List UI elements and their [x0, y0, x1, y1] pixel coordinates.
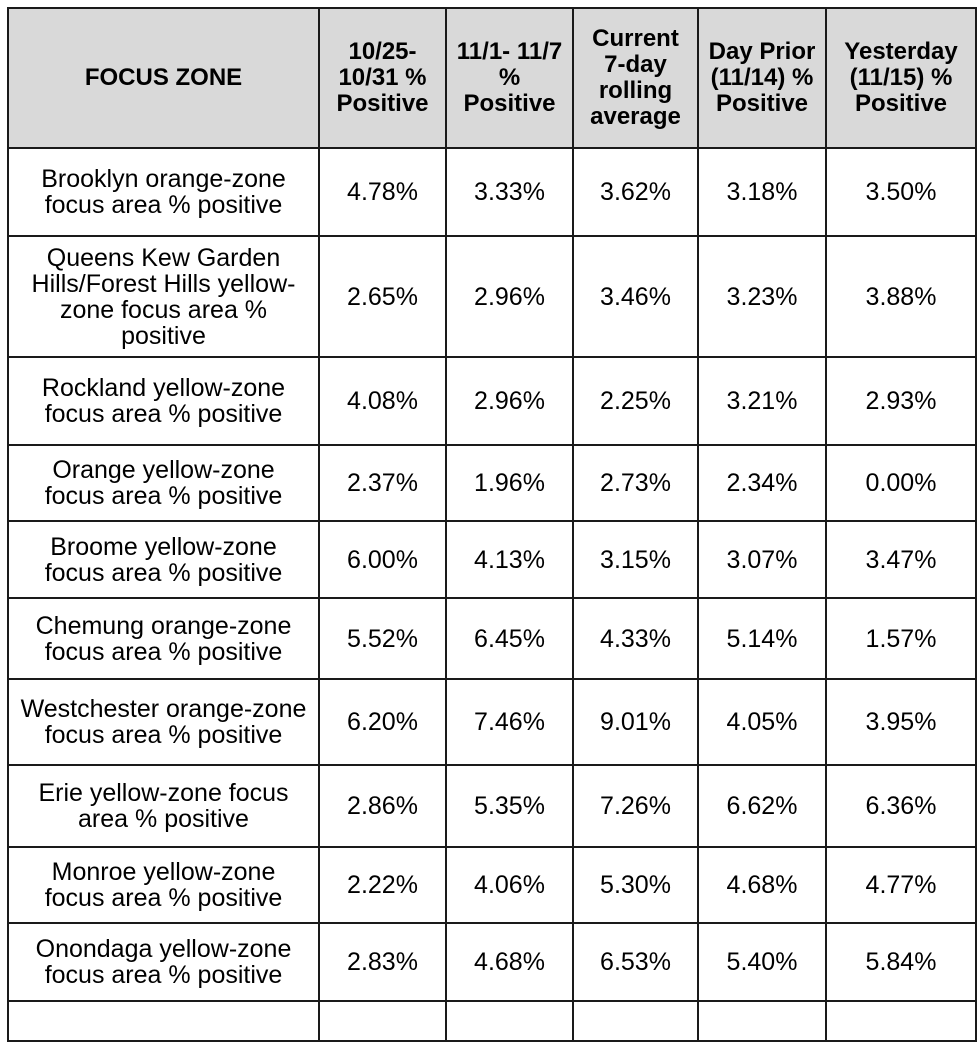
value-10-25-10-31: 2.37% [319, 445, 446, 521]
focus-zone-name: Erie yellow-zone focus area % positive [8, 765, 319, 847]
value-yesterday: 5.84% [826, 923, 976, 1001]
value-11-1-11-7: 6.45% [446, 598, 573, 679]
value-10-25-10-31: 5.52% [319, 598, 446, 679]
header-yesterday-positive: Yesterday (11/15) % Positive [826, 8, 976, 148]
table-row [8, 148, 976, 236]
value-11-1-11-7: 1.96% [446, 445, 573, 521]
value-yesterday: 4.77% [826, 847, 976, 923]
value-rolling-average: 7.26% [573, 765, 698, 847]
table-row [8, 598, 976, 679]
table-row [8, 357, 976, 445]
value-11-1-11-7: 5.35% [446, 765, 573, 847]
focus-zone-name: Brooklyn orange-zone focus area % positive [8, 148, 319, 236]
value-rolling-average: 6.53% [573, 923, 698, 1001]
value-day-prior: 3.21% [698, 357, 826, 445]
value-rolling-average: 2.73% [573, 445, 698, 521]
value-day-prior: 3.23% [698, 236, 826, 357]
value-day-prior: 5.40% [698, 923, 826, 1001]
focus-zone-name: Broome yellow-zone focus area % positive [8, 521, 319, 598]
focus-zone-name: Queens Kew Garden Hills/Forest Hills yellow- zone focus area % positive [8, 236, 319, 357]
value-day-prior: 4.68% [698, 847, 826, 923]
header-10-25-10-31-positive: 10/25- 10/31 % Positive [319, 8, 446, 148]
header-current-7-day-rolling-average: Current 7-day rolling average [573, 8, 698, 148]
value-yesterday: 3.95% [826, 679, 976, 765]
value-10-25-10-31: 2.83% [319, 923, 446, 1001]
header-11-1-11-7-positive: 11/1- 11/7 % Positive [446, 8, 573, 148]
table-cell-empty [698, 1001, 826, 1041]
value-rolling-average: 9.01% [573, 679, 698, 765]
value-yesterday: 2.93% [826, 357, 976, 445]
focus-zone-name: Rockland yellow-zone focus area % positive [8, 357, 319, 445]
focus-zone-name: Orange yellow-zone focus area % positive [8, 445, 319, 521]
table-row [8, 923, 976, 1001]
focus-zone-table [7, 7, 977, 1042]
table-row [8, 847, 976, 923]
table-row [8, 679, 976, 765]
value-rolling-average: 4.33% [573, 598, 698, 679]
value-10-25-10-31: 2.22% [319, 847, 446, 923]
value-yesterday: 3.50% [826, 148, 976, 236]
value-10-25-10-31: 2.65% [319, 236, 446, 357]
value-day-prior: 5.14% [698, 598, 826, 679]
value-day-prior: 3.18% [698, 148, 826, 236]
value-yesterday: 3.88% [826, 236, 976, 357]
value-day-prior: 6.62% [698, 765, 826, 847]
table-cell-empty [826, 1001, 976, 1041]
header-day-prior-positive: Day Prior (11/14) % Positive [698, 8, 826, 148]
value-10-25-10-31: 6.20% [319, 679, 446, 765]
value-yesterday: 3.47% [826, 521, 976, 598]
focus-zone-name: Chemung orange-zone focus area % positive [8, 598, 319, 679]
value-day-prior: 4.05% [698, 679, 826, 765]
value-yesterday: 6.36% [826, 765, 976, 847]
value-10-25-10-31: 4.08% [319, 357, 446, 445]
value-10-25-10-31: 2.86% [319, 765, 446, 847]
value-yesterday: 0.00% [826, 445, 976, 521]
table-cell-empty [8, 1001, 319, 1041]
value-11-1-11-7: 2.96% [446, 236, 573, 357]
value-11-1-11-7: 4.13% [446, 521, 573, 598]
table-cell-empty [319, 1001, 446, 1041]
value-11-1-11-7: 4.68% [446, 923, 573, 1001]
value-11-1-11-7: 2.96% [446, 357, 573, 445]
value-11-1-11-7: 4.06% [446, 847, 573, 923]
value-rolling-average: 3.15% [573, 521, 698, 598]
value-10-25-10-31: 4.78% [319, 148, 446, 236]
table-cell-empty [573, 1001, 698, 1041]
value-10-25-10-31: 6.00% [319, 521, 446, 598]
value-yesterday: 1.57% [826, 598, 976, 679]
value-11-1-11-7: 7.46% [446, 679, 573, 765]
table-row [8, 445, 976, 521]
header-focus-zone: FOCUS ZONE [8, 8, 319, 148]
value-rolling-average: 5.30% [573, 847, 698, 923]
table-row [8, 521, 976, 598]
value-day-prior: 3.07% [698, 521, 826, 598]
header-row [8, 8, 976, 148]
table-cell-empty [446, 1001, 573, 1041]
table-row [8, 765, 976, 847]
value-day-prior: 2.34% [698, 445, 826, 521]
value-rolling-average: 3.62% [573, 148, 698, 236]
focus-zone-name: Westchester orange-zone focus area % positive [8, 679, 319, 765]
table-row-partial [8, 1001, 976, 1041]
value-rolling-average: 2.25% [573, 357, 698, 445]
table-row [8, 236, 976, 357]
value-rolling-average: 3.46% [573, 236, 698, 357]
focus-zone-name: Monroe yellow-zone focus area % positive [8, 847, 319, 923]
value-11-1-11-7: 3.33% [446, 148, 573, 236]
focus-zone-name: Onondaga yellow-zone focus area % positive [8, 923, 319, 1001]
